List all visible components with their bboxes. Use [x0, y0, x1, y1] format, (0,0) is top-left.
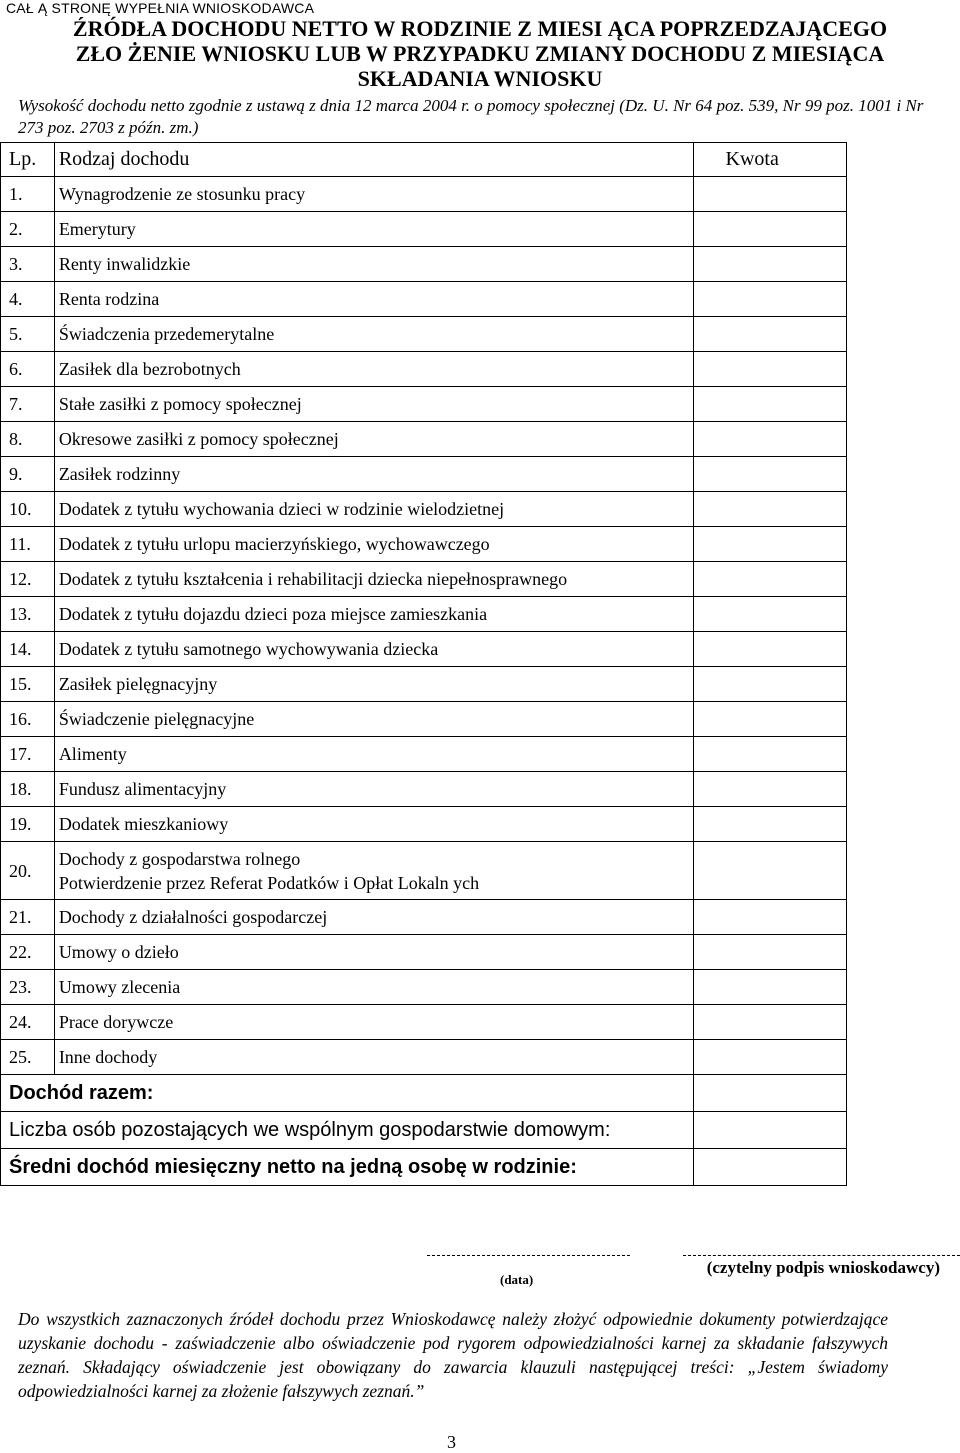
income-type: Świadczenia przedemerytalne: [54, 317, 693, 352]
title-line: ZŁO ŻENIE WNIOSKU LUB W PRZYPADKU ZMIANY DOCHODU Z MIESIĄCA: [75, 41, 885, 66]
table-row: [1, 282, 847, 317]
amount-cell[interactable]: [693, 842, 846, 900]
income-type: Dodatek mieszkaniowy: [54, 807, 693, 842]
persons-label: Liczba osób pozostających we wspólnym gospodarstwie domowym:: [1, 1112, 694, 1149]
row-number: 1.: [1, 177, 55, 212]
income-type: Dodatek z tytułu samotnego wychowywania dziecka: [54, 632, 693, 667]
table-row: [1, 597, 847, 632]
income-type: Umowy o dzieło: [54, 935, 693, 970]
header-amount: Kwota: [693, 143, 846, 177]
row-number: 16.: [1, 702, 55, 737]
signature-label: (czytelny podpis wnioskodawcy): [706, 1258, 940, 1277]
amount-cell[interactable]: [693, 737, 846, 772]
income-type: Dochody z działalności gospodarczej: [54, 900, 693, 935]
header-lp: Lp.: [1, 143, 55, 177]
table-row: [1, 1040, 847, 1075]
row-number: 25.: [1, 1040, 55, 1075]
row-number: 8.: [1, 422, 55, 457]
income-type: Zasiłek dla bezrobotnych: [54, 352, 693, 387]
income-type: Alimenty: [54, 737, 693, 772]
table-row: [1, 422, 847, 457]
income-type: Stałe zasiłki z pomocy społecznej: [54, 387, 693, 422]
row-number: 19.: [1, 807, 55, 842]
row-number: 21.: [1, 900, 55, 935]
amount-cell[interactable]: [693, 492, 846, 527]
income-type: Umowy zlecenia: [54, 970, 693, 1005]
income-type: Dodatek z tytułu dojazdu dzieci poza miejsce zamieszkania: [54, 597, 693, 632]
form-title: [0, 16, 960, 91]
table-row: [1, 492, 847, 527]
amount-cell[interactable]: [693, 1005, 846, 1040]
income-type: Inne dochody: [54, 1040, 693, 1075]
fill-instruction: CAŁ Ą STRONĘ WYPEŁNIA WNIOSKODAWCA: [6, 0, 315, 16]
amount-cell[interactable]: [693, 562, 846, 597]
income-type-line: Dochody z gospodarstwa rolnego: [58, 848, 301, 869]
row-number: 24.: [1, 1005, 55, 1040]
income-type: Dodatek z tytułu wychowania dzieci w rodzinie wielodzietnej: [54, 492, 693, 527]
amount-cell[interactable]: [693, 317, 846, 352]
footnote: Do wszystkich zaznaczonych źródeł dochodu przez Wnioskodawcę należy złożyć odpowiednie dokumenty potwierdzające uzyskanie dochodu - zaświadczenie albo oświadczenie pod rygorem odpowiedzialności karnej za składanie fałszywych zeznań. Składający oświadczenie jest obowiązany do zawarcia klauzuli następującej treści: „Jestem świadomy odpowiedzialności karnej za złożenie fałszywych zeznań.”: [18, 1309, 888, 1401]
row-number: 13.: [1, 597, 55, 632]
table-row: [1, 562, 847, 597]
amount-cell[interactable]: [693, 702, 846, 737]
table-row: [1, 667, 847, 702]
income-type: Dodatek z tytułu kształcenia i rehabilitacji dziecka niepełnosprawnego: [54, 562, 693, 597]
income-type: Fundusz alimentacyjny: [54, 772, 693, 807]
legal-basis: Wysokość dochodu netto zgodnie z ustawą z dnia 12 marca 2004 r. o pomocy społecznej (Dz. U. Nr 64 poz. 539, Nr 99 poz. 1001 i Nr 273 poz. 2703 z późn. zm.): [18, 96, 924, 137]
row-number: 2.: [1, 212, 55, 247]
table-row: [1, 807, 847, 842]
row-number: 3.: [1, 247, 55, 282]
average-amount-cell[interactable]: [693, 1149, 846, 1186]
income-type: [54, 842, 693, 900]
row-number: 10.: [1, 492, 55, 527]
table-row: [1, 457, 847, 492]
amount-cell[interactable]: [693, 457, 846, 492]
persons-row: [1, 1112, 847, 1149]
table-row: [1, 970, 847, 1005]
income-table: [0, 142, 847, 1186]
income-type-note: Potwierdzenie przez Referat Podatków i Opłat Lokaln ych: [58, 872, 480, 893]
date-line[interactable]: [427, 1255, 630, 1256]
income-type: Zasiłek rodzinny: [54, 457, 693, 492]
table-header-row: [1, 143, 847, 177]
table-row: [1, 842, 847, 900]
amount-cell[interactable]: [693, 212, 846, 247]
table-row: [1, 352, 847, 387]
amount-cell[interactable]: [693, 970, 846, 1005]
table-row: [1, 247, 847, 282]
row-number: 18.: [1, 772, 55, 807]
average-row: [1, 1149, 847, 1186]
amount-cell[interactable]: [693, 900, 846, 935]
table-row: [1, 212, 847, 247]
amount-cell[interactable]: [693, 177, 846, 212]
total-label: Dochód razem:: [1, 1075, 694, 1112]
table-row: [1, 737, 847, 772]
amount-cell[interactable]: [693, 632, 846, 667]
row-number: 20.: [1, 842, 55, 900]
row-number: 23.: [1, 970, 55, 1005]
table-row: [1, 772, 847, 807]
page-number: 3: [447, 1432, 456, 1452]
total-row: [1, 1075, 847, 1112]
income-type: Dodatek z tytułu urlopu macierzyńskiego, wychowawczego: [54, 527, 693, 562]
income-type: Zasiłek pielęgnacyjny: [54, 667, 693, 702]
header-type: Rodzaj dochodu: [54, 143, 693, 177]
table-row: [1, 387, 847, 422]
income-type: Emerytury: [54, 212, 693, 247]
amount-cell[interactable]: [693, 807, 846, 842]
row-number: 14.: [1, 632, 55, 667]
amount-cell[interactable]: [693, 282, 846, 317]
row-number: 4.: [1, 282, 55, 317]
row-number: 9.: [1, 457, 55, 492]
table-row: [1, 317, 847, 352]
amount-cell[interactable]: [693, 387, 846, 422]
income-type: Świadczenie pielęgnacyjne: [54, 702, 693, 737]
persons-count-cell[interactable]: [693, 1112, 846, 1149]
income-type: Renty inwalidzkie: [54, 247, 693, 282]
amount-cell[interactable]: [693, 667, 846, 702]
table-row: [1, 702, 847, 737]
table-row: [1, 527, 847, 562]
amount-cell[interactable]: [693, 352, 846, 387]
title-line: ŹRÓDŁA DOCHODU NETTO W RODZINIE Z MIESI ĄCA POPRZEDZAJĄCEGO: [72, 16, 888, 41]
title-line: SKŁADANIA WNIOSKU: [357, 66, 603, 91]
row-number: 5.: [1, 317, 55, 352]
amount-cell[interactable]: [693, 772, 846, 807]
row-number: 7.: [1, 387, 55, 422]
row-number: 22.: [1, 935, 55, 970]
date-label: (data): [500, 1272, 534, 1287]
income-type: Prace dorywcze: [54, 1005, 693, 1040]
income-type: Renta rodzina: [54, 282, 693, 317]
average-label: Średni dochód miesięczny netto na jedną osobę w rodzinie:: [1, 1149, 694, 1186]
amount-cell[interactable]: [693, 422, 846, 457]
total-amount-cell[interactable]: [693, 1075, 846, 1112]
row-number: 11.: [1, 527, 55, 562]
row-number: 17.: [1, 737, 55, 772]
table-row: [1, 935, 847, 970]
amount-cell[interactable]: [693, 935, 846, 970]
amount-cell[interactable]: [693, 527, 846, 562]
amount-cell[interactable]: [693, 597, 846, 632]
income-type: Wynagrodzenie ze stosunku pracy: [54, 177, 693, 212]
amount-cell[interactable]: [693, 247, 846, 282]
amount-cell[interactable]: [693, 1040, 846, 1075]
income-type: Okresowe zasiłki z pomocy społecznej: [54, 422, 693, 457]
table-row: [1, 900, 847, 935]
row-number: 12.: [1, 562, 55, 597]
row-number: 6.: [1, 352, 55, 387]
table-row: [1, 632, 847, 667]
table-row: [1, 177, 847, 212]
row-number: 15.: [1, 667, 55, 702]
table-row: [1, 1005, 847, 1040]
